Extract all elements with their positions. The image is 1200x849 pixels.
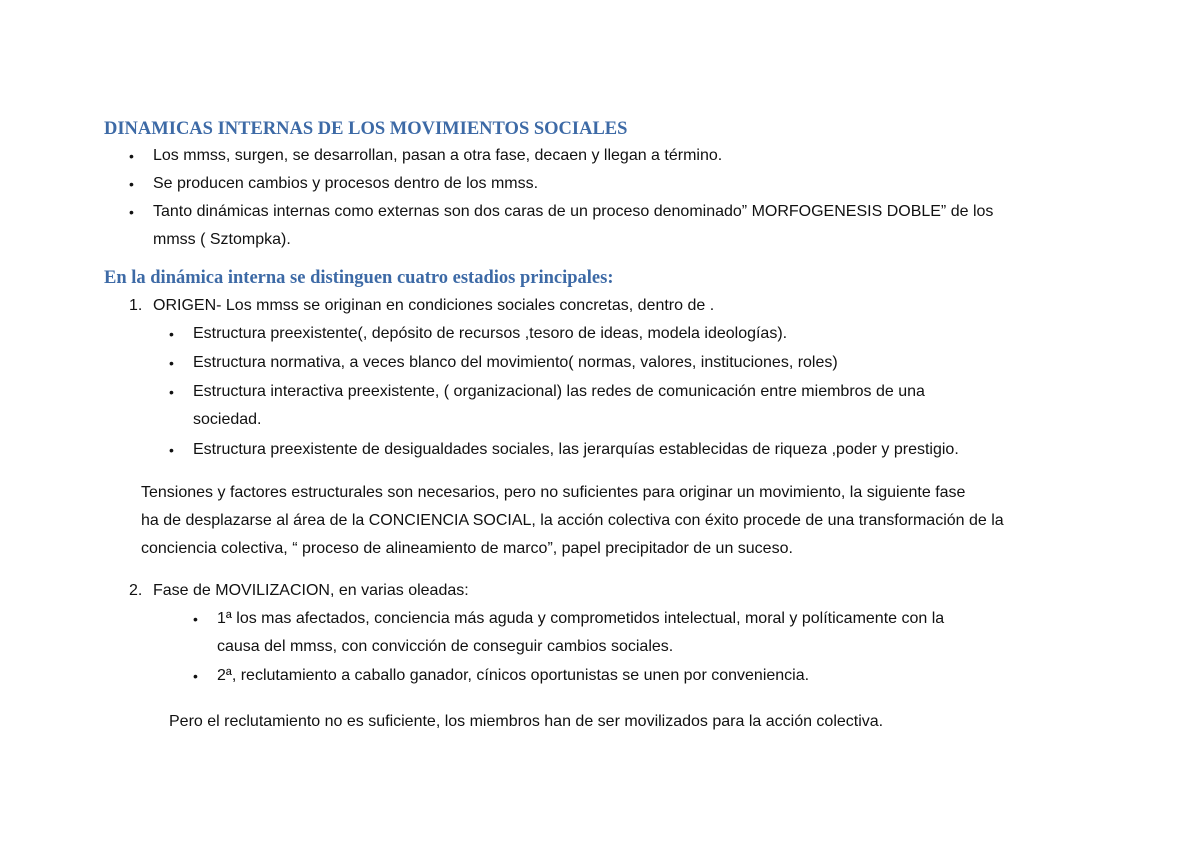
bullet-icon: • (193, 611, 198, 627)
document-title: DINAMICAS INTERNAS DE LOS MOVIMIENTOS SOCIALES (104, 119, 628, 139)
stage-bullet-text: Estructura normativa, a veces blanco del movimiento( normas, valores, instituciones, roles) (193, 354, 838, 371)
stage-bullet-text: Estructura preexistente de desigualdades sociales, las jerarquías establecidas de riqueza ,poder y prestigio. (193, 441, 959, 458)
bullet-icon: • (169, 442, 174, 458)
section-subtitle: En la dinámica interna se distinguen cuatro estadios principales: (104, 268, 614, 288)
intro-bullet-text: Tanto dinámicas internas como externas son dos caras de un proceso denominado” MORFOGENESIS DOBLE” de los (153, 203, 994, 220)
paragraph-line: conciencia colectiva, “ proceso de alineamiento de marco”, papel precipitador de un suceso. (141, 540, 793, 557)
intro-bullet-text: Los mmss, surgen, se desarrollan, pasan a otra fase, decaen y llegan a término. (153, 147, 723, 164)
bullet-icon: • (193, 668, 198, 684)
intro-bullet-text-continued: mmss ( Sztompka). (153, 231, 291, 248)
stage-bullet-text: 1ª los mas afectados, conciencia más aguda y comprometidos intelectual, moral y políticamente con la (217, 610, 945, 627)
list-number: 2. (129, 582, 143, 599)
bullet-icon: • (169, 384, 174, 400)
bullet-icon: • (129, 176, 134, 192)
intro-bullet-text: Se producen cambios y procesos dentro de los mmss. (153, 175, 539, 192)
closing-text: Pero el reclutamiento no es suficiente, los miembros han de ser movilizados para la acción colectiva. (169, 713, 884, 730)
stage-bullet-text-continued: sociedad. (193, 411, 262, 428)
stage-bullet-text: 2ª, reclutamiento a caballo ganador, cínicos oportunistas se unen por conveniencia. (217, 667, 810, 684)
bullet-icon: • (129, 148, 134, 164)
stage-text: Fase de MOVILIZACION, en varias oleadas: (153, 582, 469, 599)
bullet-icon: • (169, 326, 174, 342)
list-number: 1. (129, 297, 143, 314)
bullet-icon: • (169, 355, 174, 371)
stage-text: ORIGEN- Los mmss se originan en condiciones sociales concretas, dentro de . (153, 297, 715, 314)
stage-bullet-text-continued: causa del mmss, con convicción de conseguir cambios sociales. (217, 638, 674, 655)
paragraph-line: Tensiones y factores estructurales son necesarios, pero no suficientes para originar un movimiento, la siguiente fase (141, 484, 966, 501)
bullet-icon: • (129, 204, 134, 220)
stage-bullet-text: Estructura interactiva preexistente, ( organizacional) las redes de comunicación entre miembros de una (193, 383, 925, 400)
stage-bullet-text: Estructura preexistente(, depósito de recursos ,tesoro de ideas, modela ideologías). (193, 325, 788, 342)
paragraph-line: ha de desplazarse al área de la CONCIENCIA SOCIAL, la acción colectiva con éxito procede de una transformación de la (141, 512, 1004, 529)
